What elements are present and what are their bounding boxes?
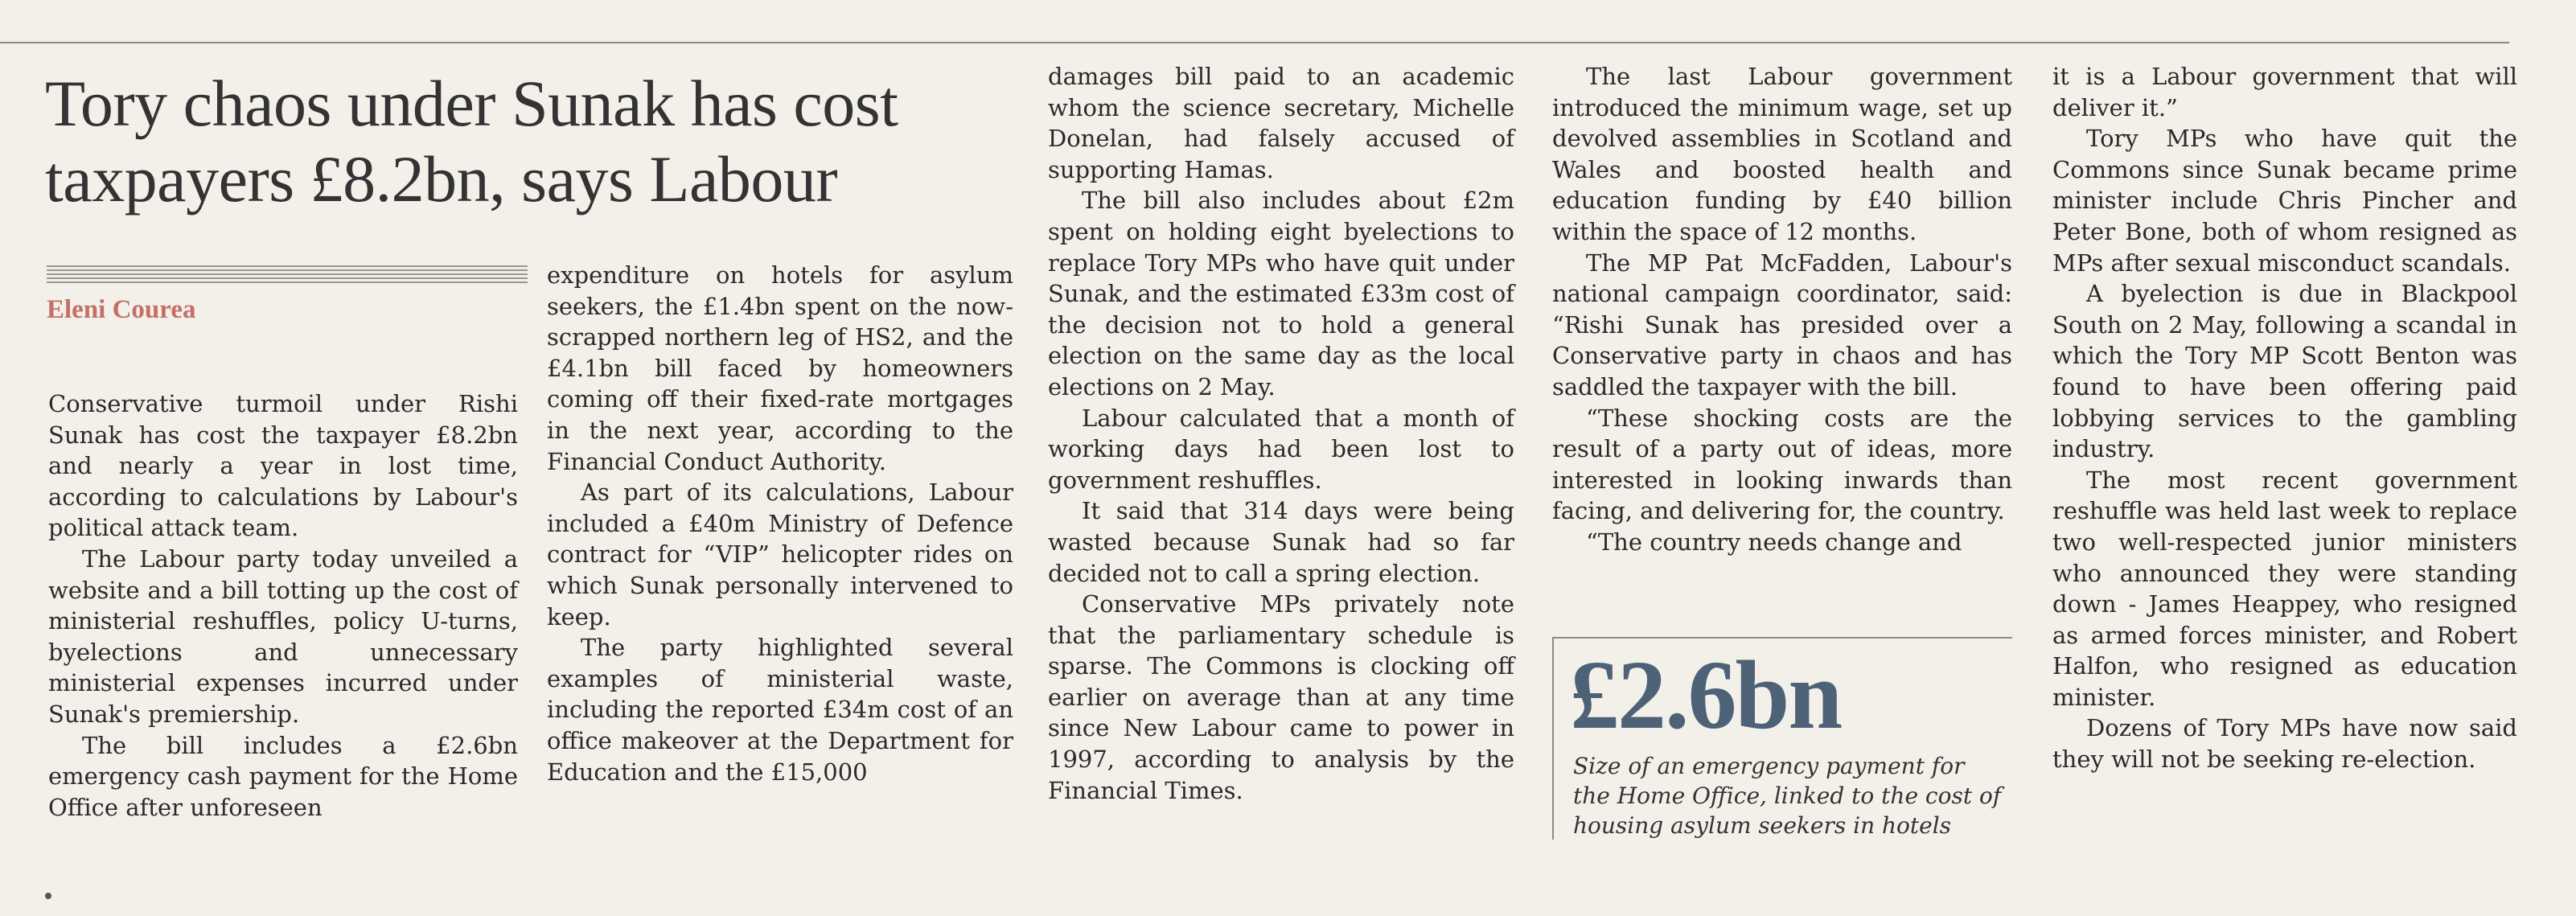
byline: Eleni Courea <box>47 295 196 324</box>
paragraph: A byelection is due in Blackpool South on 2 May, following a scandal in which the Tory MP Scott Benton was found to have been offering paid lobbying services to the gambling industry. <box>2052 280 2517 463</box>
factbox-figure: £2.6bn <box>1570 641 1842 750</box>
paragraph: Conservative MPs privately note that the parliamentary schedule is sparse. The Commons is clocking off earlier on average than at any time since New Labour came to power in 1997, according to analysis by the Financial Times. <box>1048 590 1514 804</box>
paragraph: The party highlighted several examples of ministerial waste, including the reported £34m cost of an office makeover at the Department for Education and the £15,000 <box>547 634 1013 786</box>
paragraph: “These shocking costs are the result of a party out of ideas, more interested in looking inwards than facing, and delivering for, the country. <box>1552 404 2012 525</box>
paragraph: The last Labour government introduced the minimum wage, set up devolved assemblies in Scotland and Wales and boosted health and education funding by £40 billion within the space of 12 months. <box>1552 63 2012 245</box>
paragraph: it is a Labour government that will deliver it.” <box>2052 63 2517 121</box>
paragraph: Conservative turmoil under Rishi Sunak has cost the taxpayer £8.2bn and nearly a year in lost time, according to calculations by Labour's political attack team. <box>48 390 518 542</box>
article-column-1 <box>48 388 518 823</box>
headline: Tory chaos under Sunak has cost taxpayers £8.2bn, says Labour <box>45 67 898 216</box>
article-column-4 <box>1552 61 2012 558</box>
paragraph: The MP Pat McFadden, Labour's national campaign coordinator, said: “Rishi Sunak has presided over a Conservative party in chaos and has saddled the taxpayer with the bill. <box>1552 249 2012 400</box>
paragraph: “The country needs change and <box>1586 528 1962 556</box>
paragraph: The most recent government reshuffle was held last week to replace two well-respected junior ministers who announced they were standing down - James Heappey, who resigned as armed forces minister, and Robert Halfon, who resigned as education minister. <box>2052 466 2517 711</box>
byline-rule <box>47 265 528 283</box>
paragraph: expenditure on hotels for asylum seekers, the £1.4bn spent on the now-scrapped northern leg of HS2, and the £4.1bn bill faced by homeowners coming off their fixed-rate mortgages in the next year, according to the Financial Conduct Authority. <box>547 261 1013 475</box>
factbox <box>1552 637 2012 840</box>
paragraph: It said that 314 days were being wasted because Sunak had so far decided not to call a spring election. <box>1048 497 1514 587</box>
top-rule <box>0 42 2509 43</box>
factbox-caption: Size of an emergency payment for the Home Office, linked to the cost of housing asylum seekers in hotels <box>1573 753 2002 839</box>
article-column-2 <box>547 260 1013 787</box>
paragraph: Dozens of Tory MPs have now said they will not be seeking re-election. <box>2052 714 2517 774</box>
print-speck <box>45 893 51 899</box>
paragraph: The bill includes a £2.6bn emergency cash payment for the Home Office after unforeseen <box>48 731 518 821</box>
paragraph: Labour calculated that a month of working days had been lost to government reshuffles. <box>1048 404 1514 494</box>
paragraph: damages bill paid to an academic whom the science secretary, Michelle Donelan, had falsely accused of supporting Hamas. <box>1048 63 1514 183</box>
paragraph: The Labour party today unveiled a website and a bill totting up the cost of ministerial reshuffles, policy U-turns, byelections and unnecessary ministerial expenses incurred under Sunak's premiership. <box>48 544 518 728</box>
paragraph: The bill also includes about £2m spent on holding eight byelections to replace Tory MPs who have quit under Sunak, and the estimated £33m cost of the decision not to hold a general election on the same day as the local elections on 2 May. <box>1048 187 1514 400</box>
paragraph: Tory MPs who have quit the Commons since Sunak became prime minister include Chris Pincher and Peter Bone, both of whom resigned as MPs after sexual misconduct scandals. <box>2052 125 2517 277</box>
article-column-3 <box>1048 61 1514 806</box>
paragraph: As part of its calculations, Labour included a £40m Ministry of Defence contract for “VIP” helicopter rides on which Sunak personally intervened to keep. <box>547 479 1013 631</box>
article-column-5 <box>2052 61 2517 775</box>
